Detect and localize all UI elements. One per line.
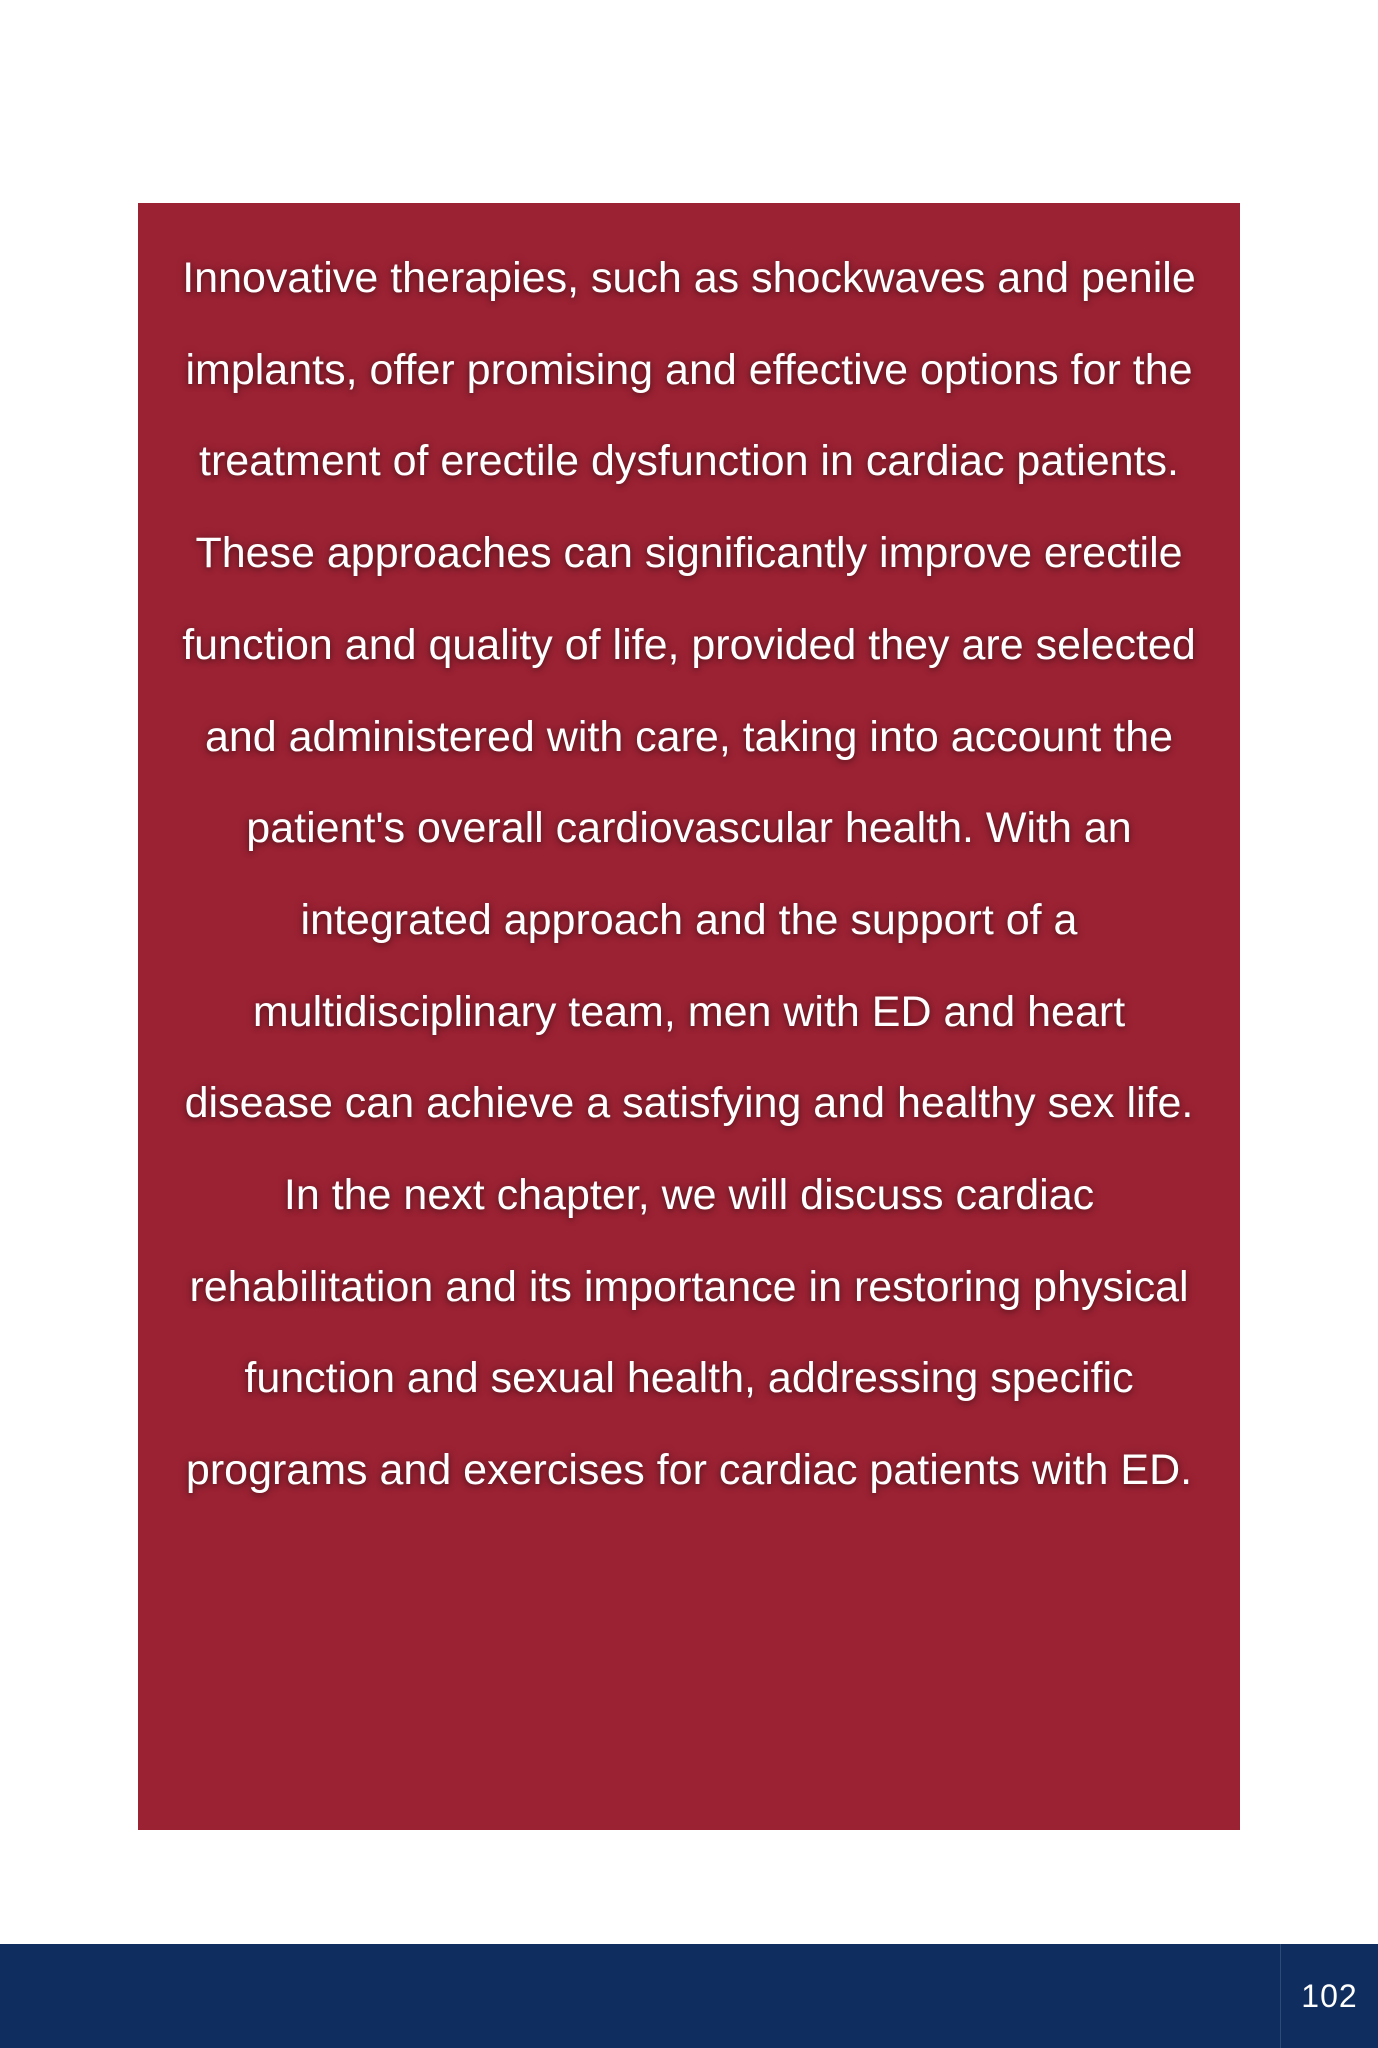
body-paragraph-1: Innovative therapies, such as shockwaves and penile implants, offer promising and effective options for the treatment of erectile dysfunction in cardiac patients. These approaches can significantly improve erectile function and quality of life, provided they are selected and administered with care, taking into account the patient's overall cardiovascular health. With an integrated approach and the support of a multidisciplinary team, men with ED and heart disease can achieve a satisfying and healthy sex life. [182,254,1196,1128]
page-number: 102 [1301,1977,1358,2014]
page-number-box [1280,1944,1378,2048]
page-footer [0,1944,1378,2048]
text-panel [138,203,1240,1830]
body-paragraph-2: In the next chapter, we will discuss cardiac rehabilitation and its importance in restoring physical function and sexual health, addressing specific programs and exercises for cardiac patients with ED. [185,1171,1193,1495]
